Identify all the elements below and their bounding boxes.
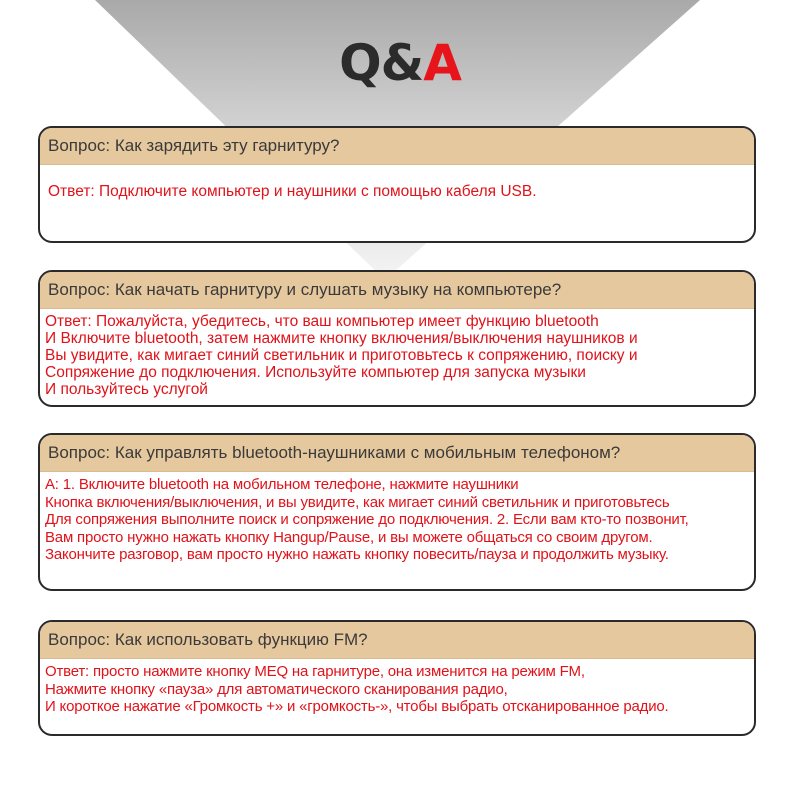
answer-text: Ответ: просто нажмите кнопку MEQ на гарнитуре, она изменится на режим FM, Нажмите кнопку «пауза» для автоматического сканирования радио, И короткое нажатие «Громкость +» и «громкость-», чтобы выбрать отсканированное радио. (45, 663, 669, 715)
page-title (0, 28, 800, 98)
title-accent: A (423, 34, 461, 92)
qa-card-fm-radio (38, 620, 756, 736)
title-main: Q& (339, 34, 424, 92)
qa-card-computer-music (38, 270, 756, 407)
question-text: Вопрос: Как управлять bluetooth-наушниками с мобильным телефоном? (40, 435, 754, 472)
qa-card-mobile-phone (38, 433, 756, 591)
answer-text: Ответ: Пожалуйста, убедитесь, что ваш компьютер имеет функцию bluetooth И Включите bluetooth, затем нажмите кнопку включения/выключения наушников и Вы увидите, как мигает синий светильник и приготовьтесь к сопряжению, поиску и Сопряжение до подключения. Используйте компьютер для запуска музыки И пользуйтесь услугой (45, 313, 638, 398)
answer-text: Ответ: Подключите компьютер и наушники с помощью кабеля USB. (48, 183, 537, 200)
qa-card-charging (38, 126, 756, 243)
question-text: Вопрос: Как использовать функцию FM? (40, 622, 754, 659)
answer-text: A: 1. Включите bluetooth на мобильном телефоне, нажмите наушники Кнопка включения/выключения, и вы увидите, как мигает синий светильник и приготовьтесь Для сопряжения выполните поиск и сопряжение до подключения. 2. Если вам кто-то позвонит, Вам просто нужно нажать кнопку Hangup/Pause, и вы можете общаться со своим другом. Закончите разговор, вам просто нужно нажать кнопку повесить/пауза и продолжить музыку. (45, 476, 689, 563)
question-text: Вопрос: Как начать гарнитуру и слушать музыку на компьютере? (40, 272, 754, 309)
question-text: Вопрос: Как зарядить эту гарнитуру? (40, 128, 754, 165)
